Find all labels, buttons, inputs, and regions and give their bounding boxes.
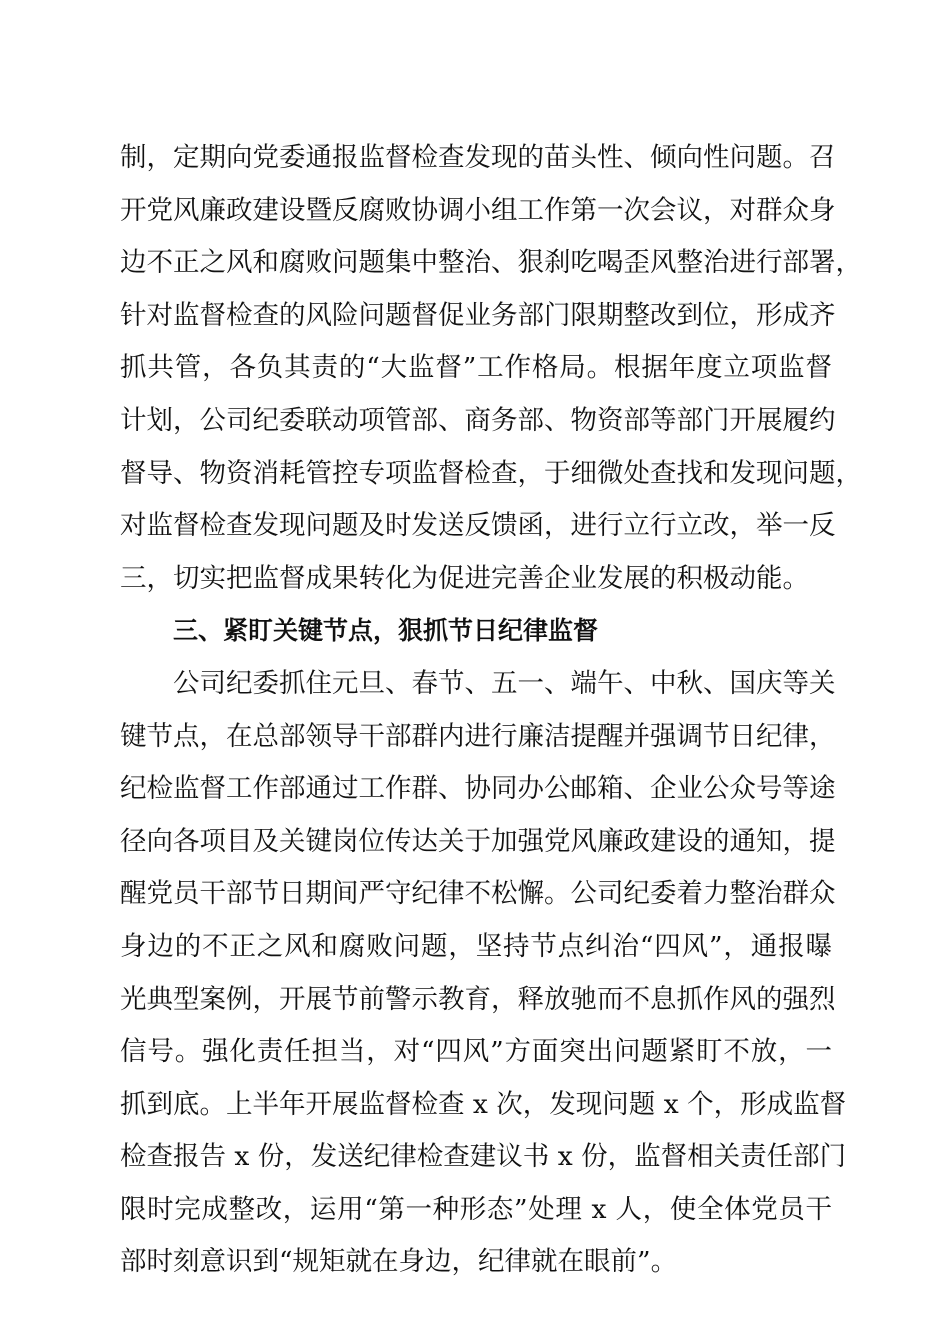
text-line: 针对监督检查的风险问题督促业务部门限期整改到位，形成齐 [120, 299, 836, 331]
text-line: 制，定期向党委通报监督检查发现的苗头性、倾向性问题。召 [120, 142, 836, 173]
text-line: 部时刻意识到“规矩就在身边，纪律就在眼前”。 [120, 1246, 678, 1278]
text-line: 信号。强化责任担当，对“四风”方面突出问题紧盯不放，一 [120, 1036, 832, 1068]
text-line: 开党风廉政建设暨反腐败协调小组工作第一次会议，对群众身 [120, 194, 836, 226]
text-line: 对监督检查发现问题及时发送反馈函，进行立行立改，举一反 [120, 510, 836, 542]
section-heading: 三、紧盯关键节点，狠抓节日纪律监督 [173, 616, 599, 646]
text-line: 计划，公司纪委联动项管部、商务部、物资部等部门开展履约 [120, 404, 836, 436]
text-line: 检查报告 x 份，发送纪律检查建议书 x 份，监督相关责任部门 [120, 1141, 847, 1173]
text-line: 键节点，在总部领导干部群内进行廉洁提醒并强调节日纪律， [120, 720, 836, 752]
text-line: 纪检监督工作部通过工作群、协同办公邮箱、企业公众号等途 [120, 773, 836, 805]
text-line: 公司纪委抓住元旦、春节、五一、端午、中秋、国庆等关 [173, 667, 836, 699]
text-line: 督导、物资消耗管控专项监督检查，于细微处查找和发现问题， [120, 457, 862, 489]
text-line: 三，切实把监督成果转化为促进完善企业发展的积极动能。 [120, 562, 809, 594]
text-line: 身边的不正之风和腐败问题，坚持节点纠治“四风”，通报曝 [120, 930, 832, 962]
paragraph-supervision-pattern [120, 132, 862, 605]
text-line: 限时完成整改，运用“第一种形态”处理 x 人，使全体党员干 [120, 1193, 832, 1225]
text-line: 抓共管，各负其责的“大监督”工作格局。根据年度立项监督 [120, 352, 832, 384]
text-line: 边不正之风和腐败问题集中整治、狠刹吃喝歪风整治进行部署， [120, 247, 862, 279]
text-line: 光典型案例，开展节前警示教育，释放驰而不息抓作风的强烈 [120, 983, 836, 1015]
text-line: 醒党员干部节日期间严守纪律不松懈。公司纪委着力整治群众 [120, 878, 836, 910]
text-line: 抓到底。上半年开展监督检查 x 次，发现问题 x 个，形成监督 [120, 1088, 847, 1120]
document-body [120, 132, 862, 1289]
paragraph-holiday-discipline [120, 658, 847, 1289]
text-line: 径向各项目及关键岗位传达关于加强党风廉政建设的通知，提 [120, 825, 836, 857]
